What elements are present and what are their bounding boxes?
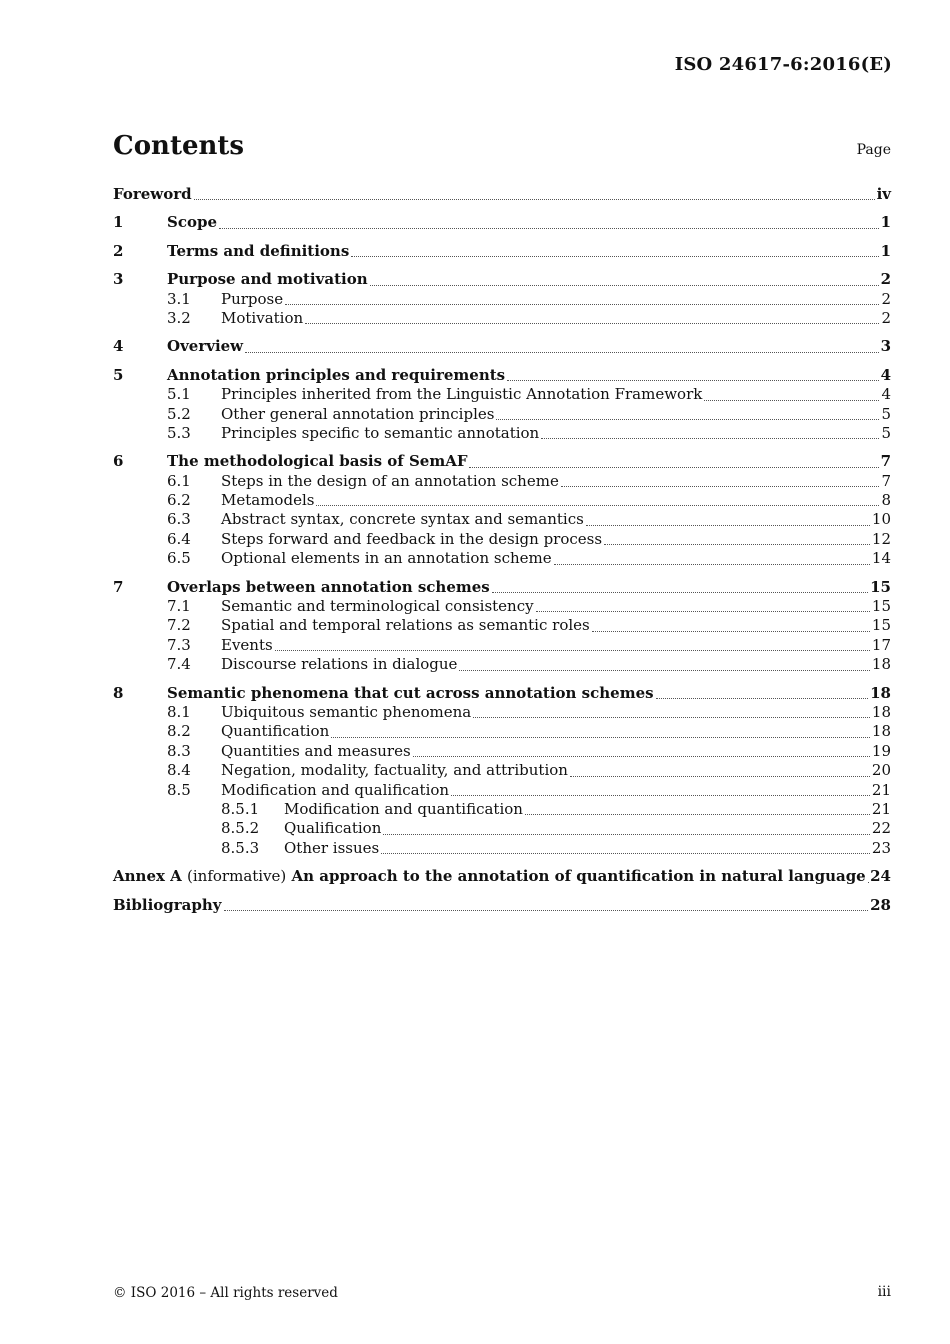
toc-entry[interactable]	[113, 472, 891, 491]
toc-entry-title: The methodological basis of SemAF	[167, 452, 468, 471]
toc-entry-page: 5	[881, 404, 891, 423]
toc-entry-number: 4	[113, 337, 124, 356]
toc-entry-title: Qualification	[284, 819, 382, 838]
toc-entry[interactable]	[113, 578, 891, 597]
toc-entry-title: Semantic phenomena that cut across annotation schemes	[167, 683, 654, 702]
toc-entry-page: 19	[871, 741, 891, 760]
toc-entry-page: 18	[871, 655, 891, 674]
toc-entry[interactable]	[113, 549, 891, 568]
toc-entry-number: 6	[113, 452, 124, 471]
toc-entry[interactable]	[113, 337, 891, 356]
toc-entry-number: 2	[113, 241, 124, 260]
toc-entry-number: 5.1	[167, 385, 191, 404]
toc-entry-title: Other issues	[284, 838, 380, 857]
toc-entry-page: 18	[871, 702, 891, 721]
toc-entry-bibliography[interactable]	[113, 896, 891, 915]
toc-entry-page: 8	[881, 491, 891, 510]
annex-label: Annex A	[113, 867, 182, 886]
toc-entry[interactable]	[113, 385, 891, 404]
toc-entry-title: Quantification	[221, 722, 330, 741]
toc-entry-title: Principles specific to semantic annotation	[221, 423, 540, 442]
toc-entry-page: 1	[880, 241, 891, 260]
toc-entry[interactable]	[113, 185, 891, 204]
toc-entry-number: 5.3	[167, 423, 191, 442]
toc-entry[interactable]	[113, 213, 891, 232]
toc-entry-page: 4	[881, 385, 891, 404]
toc-entry[interactable]	[113, 839, 891, 858]
toc-entry-page: 24	[870, 867, 891, 886]
toc-entry-title: Discourse relations in dialogue	[221, 655, 458, 674]
dot-leader	[592, 630, 870, 632]
toc-entry-title: Terms and definitions	[167, 241, 350, 260]
toc-entry-number: 7	[113, 577, 124, 596]
toc-entry-title: Events	[221, 635, 273, 654]
footer-copyright: © ISO 2016 – All rights reserved	[113, 1285, 338, 1301]
toc-entry-title: Bibliography	[113, 895, 222, 914]
annex-title: An approach to the annotation of quantification in natural language	[291, 867, 866, 886]
toc-entry-title: Principles inherited from the Linguistic Annotation Framework	[221, 385, 703, 404]
dot-leader	[570, 775, 870, 777]
toc-entry-page: 15	[870, 577, 891, 596]
toc-entry-title: Steps in the design of an annotation scheme	[221, 471, 559, 490]
dot-leader	[224, 909, 869, 911]
toc-entry[interactable]	[113, 510, 891, 529]
dot-leader	[586, 524, 870, 526]
dot-leader	[492, 591, 868, 593]
toc-entry-page: 2	[881, 289, 891, 308]
page-column-label: Page	[856, 142, 891, 158]
toc-entry-page: 1	[880, 213, 891, 232]
toc-entry-title: Other general annotation principles	[221, 404, 495, 423]
toc-entry-title: Steps forward and feedback in the design process	[221, 529, 603, 548]
toc-entry-page: 7	[880, 452, 891, 471]
toc-entry[interactable]	[113, 819, 891, 838]
toc-entry-number: 8.4	[167, 761, 191, 780]
toc-entry-page: 4	[880, 365, 891, 384]
contents-heading: Contents	[113, 131, 245, 161]
toc-entry-page: 3	[880, 337, 891, 356]
toc-entry-page: 15	[871, 616, 891, 635]
document-id: ISO 24617-6:2016(E)	[674, 54, 892, 75]
toc-entry[interactable]	[113, 270, 891, 289]
footer-page-number: iii	[877, 1284, 891, 1300]
dot-leader	[536, 610, 870, 612]
dot-leader	[459, 669, 869, 671]
toc-entry-number: 8.2	[167, 722, 191, 741]
dot-leader	[194, 198, 875, 200]
dot-leader	[305, 322, 879, 324]
toc-entry[interactable]	[113, 722, 891, 741]
toc-entry-page: 18	[871, 722, 891, 741]
dot-leader	[525, 813, 870, 815]
toc-entry[interactable]	[113, 597, 891, 616]
toc-entry-page: 15	[871, 597, 891, 616]
toc-entry[interactable]	[113, 491, 891, 510]
toc-entry-title: Overview	[167, 337, 244, 356]
toc-entry-number: 8.3	[167, 741, 191, 760]
toc-entry-title: Ubiquitous semantic phenomena	[221, 702, 472, 721]
dot-leader	[383, 833, 870, 835]
toc-entry-title: Motivation	[221, 308, 304, 327]
dot-leader	[381, 852, 870, 854]
toc-entry-title: Modification and qualification	[221, 780, 450, 799]
toc-entry-title: Modification and quantification	[284, 799, 523, 818]
toc-entry-page: 18	[870, 683, 891, 702]
toc-entry[interactable]	[113, 424, 891, 443]
toc-entry-number: 8.5	[167, 780, 191, 799]
toc-entry-number: 8	[113, 683, 124, 702]
toc-entry[interactable]	[113, 405, 891, 424]
toc-entry[interactable]	[113, 742, 891, 761]
dot-leader	[473, 716, 870, 718]
toc-entry-title: Semantic and terminological consistency	[221, 597, 534, 616]
toc-entry-annex[interactable]	[113, 867, 891, 886]
toc-entry[interactable]	[113, 530, 891, 549]
toc-entry[interactable]	[113, 636, 891, 655]
toc-entry-number: 7.3	[167, 635, 191, 654]
toc-entry-number: 7.2	[167, 616, 191, 635]
toc-entry-title: Scope	[167, 213, 218, 232]
toc-entry-number: 6.2	[167, 491, 191, 510]
toc-entry-number: 5.2	[167, 404, 191, 423]
toc-entry-title: Spatial and temporal relations as semantic roles	[221, 616, 590, 635]
dot-leader	[469, 466, 878, 468]
toc-entry[interactable]	[113, 655, 891, 674]
toc-entry[interactable]	[113, 761, 891, 780]
toc-entry[interactable]	[113, 781, 891, 800]
toc-entry-page: 22	[871, 819, 891, 838]
toc-entry-page: 17	[871, 635, 891, 654]
toc-entry-page: 21	[871, 780, 891, 799]
toc-entry-title: Annotation principles and requirements	[167, 365, 506, 384]
toc-entry-number: 7.4	[167, 655, 191, 674]
dot-leader	[219, 227, 879, 229]
toc-entry-number: 5	[113, 365, 124, 384]
dot-leader	[275, 649, 870, 651]
toc-entry-number: 6.1	[167, 471, 191, 490]
dot-leader	[285, 303, 879, 305]
toc-entry-number: 6.4	[167, 529, 191, 548]
toc-entry[interactable]	[113, 290, 891, 309]
toc-entry-page: 5	[881, 423, 891, 442]
dot-leader	[496, 418, 879, 420]
dot-leader	[413, 755, 870, 757]
dot-leader	[656, 697, 869, 699]
toc-entry-title: Metamodels	[221, 491, 315, 510]
dot-leader	[316, 504, 879, 506]
dot-leader	[561, 485, 880, 487]
dot-leader	[351, 255, 878, 257]
toc-entry-title: Optional elements in an annotation scheme	[221, 549, 552, 568]
toc-entry-title	[113, 867, 866, 885]
toc-entry-page: iv	[876, 185, 891, 203]
toc-entry-title: Quantities and measures	[221, 741, 411, 760]
toc-entry-number: 3.1	[167, 289, 191, 308]
toc-entry-number: 7.1	[167, 597, 191, 616]
dot-leader	[331, 736, 870, 738]
dot-leader	[245, 351, 878, 353]
toc-entry[interactable]	[113, 616, 891, 635]
table-of-contents	[113, 185, 891, 915]
toc-entry[interactable]	[113, 309, 891, 328]
toc-entry-page: 14	[871, 549, 891, 568]
toc-entry-title: Foreword	[113, 185, 192, 203]
toc-entry-number: 1	[113, 213, 124, 232]
toc-entry-page: 21	[871, 799, 891, 818]
toc-entry-page: 7	[881, 471, 891, 490]
toc-entry-number: 3	[113, 270, 124, 289]
toc-entry-number: 8.5.1	[221, 799, 260, 818]
toc-entry-page: 28	[870, 895, 891, 914]
toc-entry-title: Purpose	[221, 289, 284, 308]
toc-entry-number: 8.5.3	[221, 838, 260, 857]
toc-entry[interactable]	[113, 452, 891, 471]
dot-leader	[554, 563, 870, 565]
toc-entry-title: Overlaps between annotation schemes	[167, 577, 490, 596]
dot-leader	[541, 437, 879, 439]
dot-leader	[704, 399, 879, 401]
toc-entry-number: 8.5.2	[221, 819, 260, 838]
toc-entry[interactable]	[113, 684, 891, 703]
dot-leader	[507, 379, 878, 381]
toc-entry[interactable]	[113, 703, 891, 722]
toc-entry[interactable]	[113, 366, 891, 385]
toc-entry-title: Purpose and motivation	[167, 270, 368, 289]
dot-leader	[451, 794, 870, 796]
annex-type: (informative)	[187, 867, 287, 886]
dot-leader	[604, 543, 870, 545]
toc-entry-page: 2	[880, 270, 891, 289]
toc-entry-title: Abstract syntax, concrete syntax and semantics	[221, 510, 584, 529]
toc-entry-page: 10	[871, 510, 891, 529]
toc-entry-page: 23	[871, 838, 891, 857]
toc-entry-title: Negation, modality, factuality, and attribution	[221, 761, 568, 780]
toc-entry-number: 3.2	[167, 308, 191, 327]
toc-entry-page: 12	[871, 529, 891, 548]
toc-entry-number: 6.5	[167, 549, 191, 568]
toc-entry-page: 2	[881, 308, 891, 327]
toc-entry-page: 20	[871, 761, 891, 780]
toc-entry-number: 8.1	[167, 702, 191, 721]
dot-leader	[370, 284, 879, 286]
toc-entry-number: 6.3	[167, 510, 191, 529]
toc-entry[interactable]	[113, 242, 891, 261]
toc-entry[interactable]	[113, 800, 891, 819]
